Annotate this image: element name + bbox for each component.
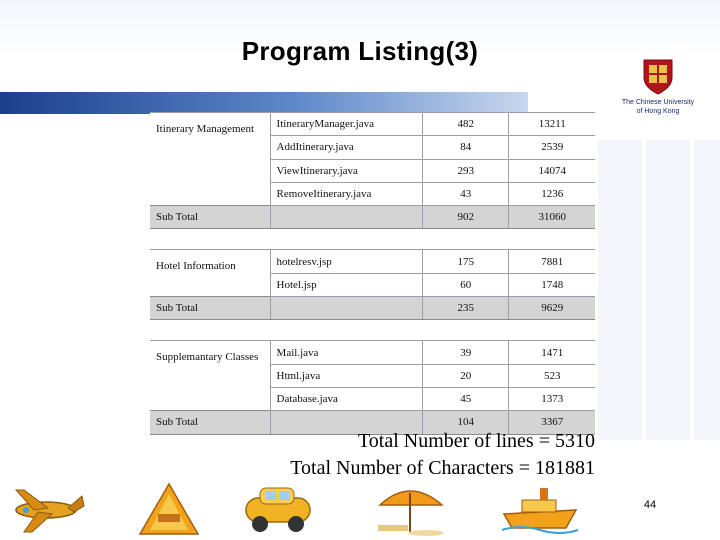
file-name: RemoveItinerary.java [270, 182, 423, 205]
group-label: Supplemantary Classes [150, 341, 270, 411]
accent-bar [0, 92, 528, 114]
subtotal-lines: 104 [423, 411, 509, 434]
program-listing-table [150, 112, 595, 435]
line-count: 482 [423, 113, 509, 136]
ship-icon [500, 478, 580, 538]
file-name: AddItinerary.java [270, 136, 423, 159]
file-name: Mail.java [270, 341, 423, 364]
char-count: 1236 [509, 182, 595, 205]
car-icon [240, 478, 316, 538]
subtotal-chars: 9629 [509, 297, 595, 320]
file-name: ViewItinerary.java [270, 159, 423, 182]
group-label: Hotel Information [150, 250, 270, 297]
file-name: Html.java [270, 364, 423, 387]
line-count: 293 [423, 159, 509, 182]
table-row [150, 250, 595, 273]
airplane-icon [4, 478, 90, 538]
char-count: 13211 [509, 113, 595, 136]
logo-line-2: of Hong Kong [636, 108, 680, 115]
char-count: 1373 [509, 387, 595, 410]
line-count: 20 [423, 364, 509, 387]
file-name: Database.java [270, 387, 423, 410]
line-count: 39 [423, 341, 509, 364]
total-characters: Total Number of Characters = 181881 [290, 457, 595, 479]
subtotal-label: Sub Total [150, 206, 270, 229]
char-count: 7881 [509, 250, 595, 273]
subtotal-lines: 235 [423, 297, 509, 320]
totals-block [150, 428, 595, 482]
total-lines: Total Number of lines = 5310 [357, 430, 595, 452]
university-logo [618, 58, 698, 120]
subtotal-row [150, 206, 595, 229]
file-name: Hotel.jsp [270, 273, 423, 296]
char-count: 1471 [509, 341, 595, 364]
group-label: Itinerary Management [150, 113, 270, 206]
group-spacer [150, 229, 595, 250]
line-count: 84 [423, 136, 509, 159]
logo-line-1: The Chinese University [621, 99, 695, 106]
crest-icon [642, 58, 674, 96]
page-number: 44 [643, 499, 657, 511]
boat-icon [128, 478, 210, 538]
background-tiles [598, 140, 720, 440]
beach-umbrella-icon [372, 478, 448, 538]
subtotal-label: Sub Total [150, 297, 270, 320]
subtotal-row [150, 297, 595, 320]
table-row [150, 341, 595, 364]
line-count: 45 [423, 387, 509, 410]
subtotal-blank [270, 206, 423, 229]
slide-title: Program Listing(3) [241, 36, 479, 66]
subtotal-lines: 902 [423, 206, 509, 229]
char-count: 1748 [509, 273, 595, 296]
file-name: hotelresv.jsp [270, 250, 423, 273]
subtotal-chars: 3367 [509, 411, 595, 434]
group-spacer [150, 320, 595, 341]
char-count: 14074 [509, 159, 595, 182]
subtotal-blank [270, 297, 423, 320]
file-name: ItineraryManager.java [270, 113, 423, 136]
line-count: 43 [423, 182, 509, 205]
table-row [150, 113, 595, 136]
char-count: 2539 [509, 136, 595, 159]
char-count: 523 [509, 364, 595, 387]
line-count: 175 [423, 250, 509, 273]
subtotal-chars: 31060 [509, 206, 595, 229]
subtotal-label: Sub Total [150, 411, 270, 434]
line-count: 60 [423, 273, 509, 296]
